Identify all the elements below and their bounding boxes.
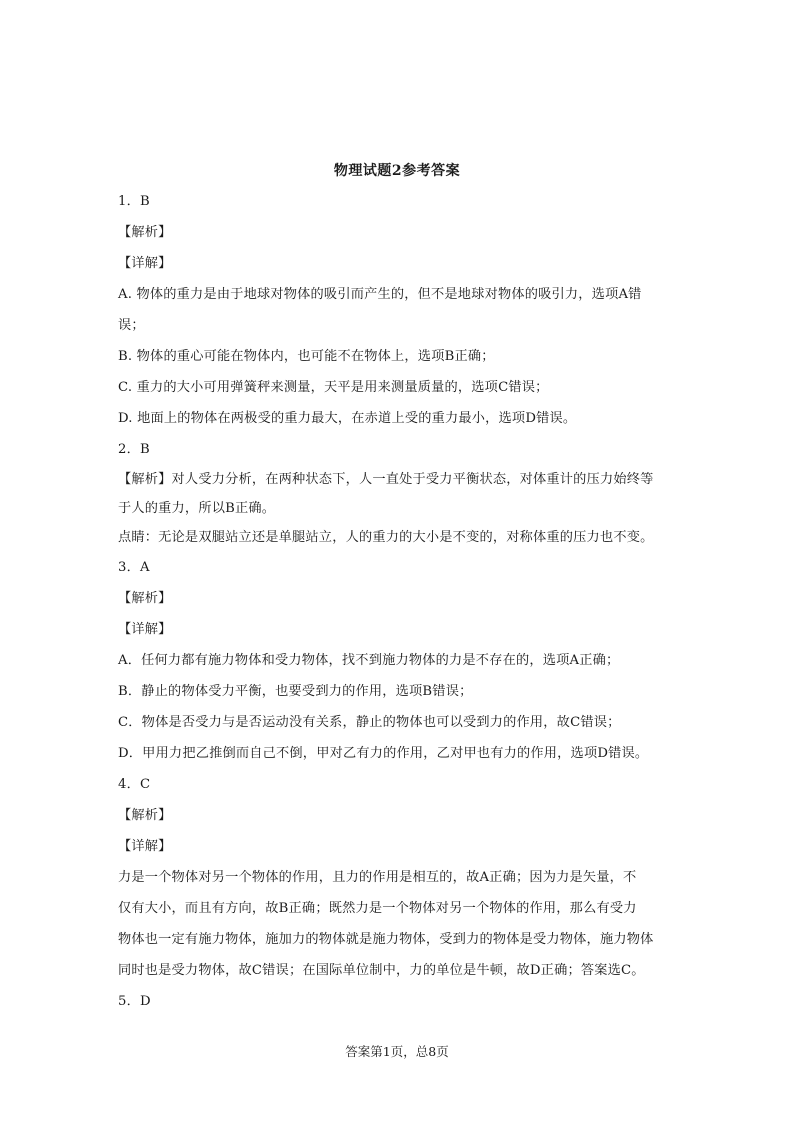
analysis-heading: 【解析】 bbox=[118, 225, 172, 240]
answer-number-2: 2．B bbox=[118, 442, 150, 457]
text-line: 点睛：无论是双腿站立还是单腿站立，人的重力的大小是不变的，对称体重的压力也不变。 bbox=[118, 530, 654, 545]
text-line: 同时也是受力物体，故C错误；在国际单位制中，力的单位是牛顿，故D正确；答案选C。 bbox=[118, 963, 645, 978]
text-line: B．静止的物体受力平衡，也要受到力的作用，选项B错误； bbox=[118, 684, 473, 699]
answer-number-1: 1．B bbox=[118, 194, 150, 209]
text-line: D．甲用力把乙推倒而自己不倒，甲对乙有力的作用，乙对甲也有力的作用，选项D错误。 bbox=[118, 746, 649, 761]
answer-number-3: 3．A bbox=[118, 560, 150, 575]
text-line: 【解析】对人受力分析，在两种状态下，人一直处于受力平衡状态，对体重计的压力始终等 bbox=[118, 472, 654, 487]
detail-heading: 【详解】 bbox=[118, 622, 172, 637]
text-line: A．任何力都有施力物体和受力物体，找不到施力物体的力是不存在的，选项A正确； bbox=[118, 653, 620, 668]
analysis-heading: 【解析】 bbox=[118, 591, 172, 606]
text-line: C．物体是否受力与是否运动没有关系，静止的物体也可以受到力的作用，故C错误； bbox=[118, 715, 621, 730]
answer-number-5: 5．D bbox=[118, 994, 151, 1009]
text-line: C. 重力的大小可用弹簧秤来测量，天平是用来测量质量的，选项C错误； bbox=[118, 380, 549, 395]
detail-heading: 【详解】 bbox=[118, 256, 172, 271]
answer-number-4: 4．C bbox=[118, 777, 151, 792]
text-line: 误； bbox=[118, 318, 145, 333]
text-line: 仅有大小，而且有方向，故B正确；既然力是一个物体对另一个物体的作用，那么有受力 bbox=[118, 901, 637, 916]
text-line: A. 物体的重力是由于地球对物体的吸引而产生的，但不是地球对物体的吸引力，选项A错 bbox=[118, 287, 642, 302]
text-line: 物体也一定有施力物体，施加力的物体就是施力物体，受到力的物体是受力物体，施力物体 bbox=[118, 932, 654, 947]
text-line: B. 物体的重心可能在物体内，也可能不在物体上，选项B正确； bbox=[118, 349, 495, 364]
text-line: 力是一个物体对另一个物体的作用，且力的作用是相互的，故A正确；因为力是矢量，不 bbox=[118, 870, 637, 885]
page-footer: 答案第1页，总8页 bbox=[345, 1044, 449, 1059]
analysis-heading: 【解析】 bbox=[118, 808, 172, 823]
detail-heading: 【详解】 bbox=[118, 839, 172, 854]
page-title: 物理试题2参考答案 bbox=[333, 163, 461, 179]
answer-content bbox=[118, 186, 680, 1017]
text-line: D. 地面上的物体在两极受的重力最大，在赤道上受的重力最小，选项D错误。 bbox=[118, 411, 577, 426]
text-line: 于人的重力，所以B正确。 bbox=[118, 501, 276, 516]
